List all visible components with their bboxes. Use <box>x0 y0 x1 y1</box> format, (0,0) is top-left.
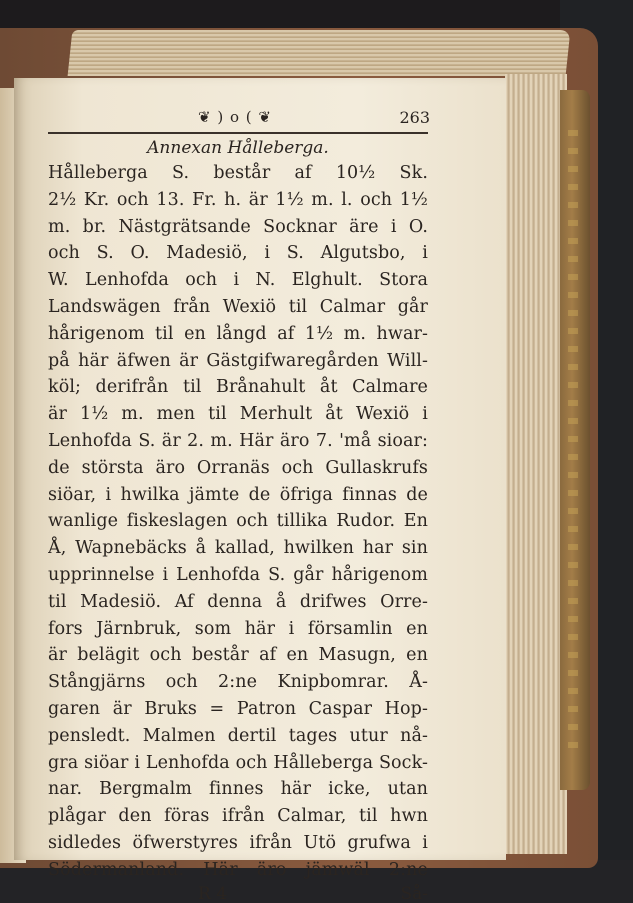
running-header <box>48 104 428 130</box>
text-line: är 1½ m. men til Merhult åt Wexiö i <box>48 404 428 425</box>
text-line: de största äro Orranäs och Gullaskrufs <box>48 457 428 478</box>
text-line: sidledes öfwerstyres ifrån Utö grufwa i <box>48 832 428 853</box>
page-text-block <box>48 104 428 903</box>
header-rule <box>48 132 428 134</box>
text-line: hårigenom til en långd af 1½ m. hwar- <box>48 323 428 344</box>
section-heading: Annexan Hålleberga. <box>147 138 329 158</box>
text-line: Landswägen från Wexiö til Calmar går <box>48 296 428 317</box>
text-line: upprinnelse i Lenhofda S. går hårigenom <box>48 564 428 585</box>
text-line: Å, Wapnebäcks å kallad, hwilken har sin <box>48 538 428 559</box>
text-line: plågar den föras ifrån Calmar, til hwn <box>48 806 428 827</box>
text-line: är belägit och består af en Masugn, en <box>48 645 428 666</box>
text-line: Hålleberga S. består af 10½ Sk. <box>48 163 428 183</box>
text-line: wanlige fiskeslagen och tillika Rudor. En <box>48 511 428 532</box>
text-line: Lenhofda S. är 2. m. Här äro 7. 'må sioar: <box>48 430 428 451</box>
page-block-fore-edge <box>505 74 567 854</box>
text-line: och S. O. Madesiö, i S. Algutsbo, i <box>48 243 428 264</box>
page-number: 263 <box>399 108 430 127</box>
text-line: til Madesiö. Af denna å drifwes Orre- <box>48 591 428 612</box>
text-line: m. br. Nästgrätsande Socknar äre i O. <box>48 216 428 237</box>
text-line: Södermanland. Här äro jämwäl 2:ne <box>48 859 428 880</box>
book-page <box>14 78 506 903</box>
catchword: Så- <box>400 883 428 903</box>
body-text <box>48 160 428 884</box>
text-line: W. Lenhofda och i N. Elghult. Stora <box>48 270 428 291</box>
text-line: fors Järnbruk, som här i församlin en <box>48 618 428 639</box>
text-line: 2½ Kr. och 13. Fr. h. är 1½ m. l. och 1½ <box>48 189 428 210</box>
page-footer <box>48 884 428 903</box>
text-line: siöar, i hwilka jämte de öfriga finnas de <box>48 484 428 505</box>
header-ornament: ❦ ) o ( ❦ <box>198 108 272 126</box>
text-line: gra siöar i Lenhofda och Hålleberga Sock- <box>48 752 428 773</box>
page-block-top-edge <box>68 30 571 76</box>
signature-mark: R 4 <box>198 883 228 903</box>
text-line: köl; derifrån til Brånahult åt Calmare <box>48 377 428 398</box>
text-line: pensledt. Malmen dertil tages utur nå- <box>48 725 428 746</box>
text-line: nar. Bergmalm finnes här icke, utan <box>48 779 428 800</box>
text-line: garen är Bruks = Patron Caspar Hop- <box>48 698 428 719</box>
book-spine <box>560 90 590 790</box>
text-line: på här äfwen är Gästgifwaregården Will- <box>48 350 428 371</box>
text-line: Stångjärns och 2:ne Knipbomrar. Å- <box>48 672 428 693</box>
